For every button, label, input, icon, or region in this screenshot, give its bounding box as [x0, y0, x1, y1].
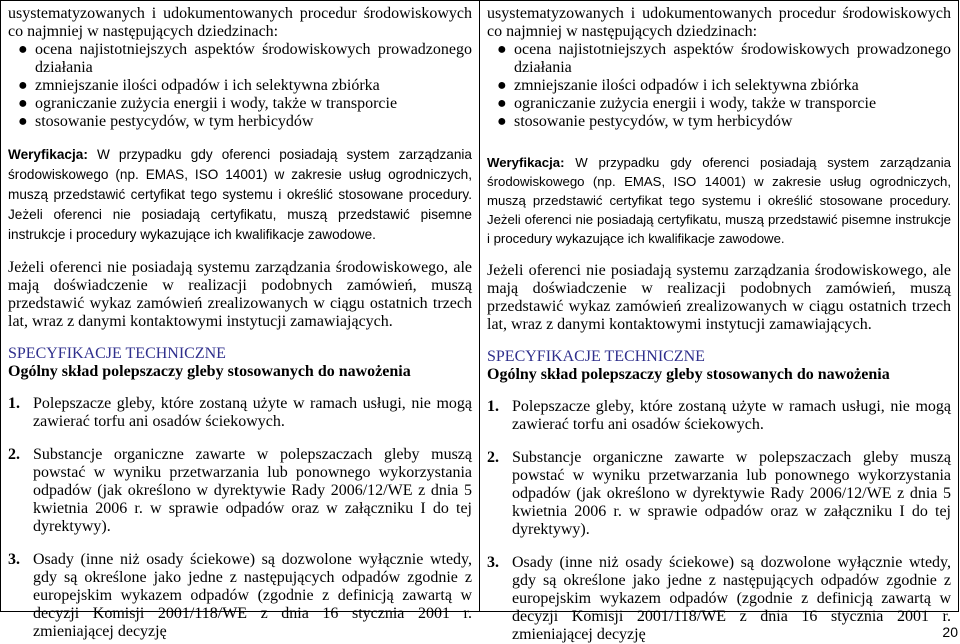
list-item: ● zmniejszanie ilości odpadów i ich selektywna zbiórka — [18, 77, 380, 94]
list-item: 2. Substancje organiczne zawarte w polepszaczach gleby muszą powstać w wyniku przetwarzania lub ponownego wykorzystania odpadów (jak określono w dyrektywie Rady 2006/12/WE z dnia 5 kwietnia 2006 r. w sprawie odpadów oraz w załączniku I do tej dyrektywy). — [8, 446, 472, 535]
list-item: 2. Substancje organiczne zawarte w polepszaczach gleby muszą powstać w wyniku przetwarzania lub ponownego wykorzystania odpadów (jak określono w dyrektywie Rady 2006/12/WE z dnia 5 kwietnia 2006 r. w sprawie odpadów oraz w załączniku I do tej dyrektywy). — [487, 449, 951, 538]
spec-heading: SPECYFIKACJE TECHNICZNE — [8, 345, 226, 362]
verification-text: W przypadku gdy oferenci posiadają system zarządzania środowiskowego (np. EMAS, ISO 14001) w zakresie usług ogrodniczych, muszą przedstawić certyfikat tego systemu i określić stosowane procedury. Jeżeli oferenci nie posiadają certyfikatu, muszą przedstawić pisemne instrukcje i procedury wykazujące ich kwalifikacje zawodowe. — [8, 147, 472, 242]
verification-paragraph — [8, 145, 472, 245]
bullet-icon: ● — [18, 41, 28, 58]
spec-subheading: Ogólny skład polepszaczy gleby stosowanych do nawożenia — [487, 366, 890, 383]
list-item: ● stosowanie pestycydów, w tym herbicydów — [497, 113, 793, 130]
list-item: ● ocena najistotniejszych aspektów środowiskowych prowadzonego działania — [18, 41, 472, 76]
spec-subheading: Ogólny skład polepszaczy gleby stosowanych do nawożenia — [8, 363, 411, 380]
verification-text: W przypadku gdy oferenci posiadają system zarządzania środowiskowego (np. EMAS, ISO 14001) w zakresie usług ogrodniczych, muszą przedstawić certyfikat tego systemu i określić stosowane procedury. Jeżeli oferenci nie posiadają certyfikatu, muszą przedstawić pisemne instrukcje i procedury wykazujące ich kwalifikacje zawodowe. — [487, 155, 951, 246]
bullet-icon: ● — [497, 95, 507, 112]
bullet-icon: ● — [18, 113, 28, 130]
intro-text: usystematyzowanych i udokumentowanych procedur środowiskowych co najmniej w następujących dziedzinach: — [487, 5, 951, 40]
list-item: ● ocena najistotniejszych aspektów środowiskowych prowadzonego działania — [497, 41, 951, 76]
spec-heading: SPECYFIKACJE TECHNICZNE — [487, 348, 705, 365]
bullet-icon: ● — [18, 77, 28, 94]
verification-label: Weryfikacja: — [8, 147, 88, 162]
numbered-list — [8, 395, 472, 641]
bullet-icon: ● — [497, 113, 507, 130]
right-column — [480, 1, 959, 643]
list-item: 1. Polepszacze gleby, które zostaną użyte w ramach usługi, nie mogą zawierać torfu ani osadów ściekowych. — [487, 398, 951, 433]
verification-label: Weryfikacja: — [487, 155, 565, 170]
list-item: 3. Osady (inne niż osady ściekowe) są dozwolone wyłącznie wtedy, gdy są określone jako jedne z następujących odpadów zgodnie z europejskim wykazem odpadów (zgodnie z definicją zawartą w decyzji Komisji 2001/118/WE z dnia 16 stycznia 2001 r. zmieniającej decyzję — [8, 551, 472, 640]
verification-paragraph — [487, 153, 951, 248]
numbered-list — [487, 398, 951, 644]
bullet-icon: ● — [497, 41, 507, 58]
list-item: ● stosowanie pestycydów, w tym herbicydów — [18, 113, 314, 130]
no-system-paragraph: Jeżeli oferenci nie posiadają systemu zarządzania środowiskowego, ale mają doświadczenie w realizacji podobnych zamówień, muszą przedstawić wykaz zamówień zrealizowanych w ciągu ostatnich trzech lat, wraz z danymi kontaktowymi instytucji zamawiających. — [487, 262, 951, 333]
list-item: 3. Osady (inne niż osady ściekowe) są dozwolone wyłącznie wtedy, gdy są określone jako jedne z następujących odpadów zgodnie z europejskim wykazem odpadów (zgodnie z definicją zawartą w decyzji Komisji 2001/118/WE z dnia 16 stycznia 2001 r. zmieniającej decyzję — [487, 554, 951, 643]
list-item: ● ograniczanie zużycia energii i wody, także w transporcie — [18, 95, 398, 112]
list-item: ● zmniejszanie ilości odpadów i ich selektywna zbiórka — [497, 77, 859, 94]
bullet-icon: ● — [497, 77, 507, 94]
bullet-list — [8, 41, 472, 131]
page-number: 20 — [942, 624, 958, 640]
list-item: 1. Polepszacze gleby, które zostaną użyte w ramach usługi, nie mogą zawierać torfu ani osadów ściekowych. — [8, 395, 472, 430]
list-item: ● ograniczanie zużycia energii i wody, także w transporcie — [497, 95, 877, 112]
bullet-icon: ● — [18, 95, 28, 112]
bullet-list — [487, 41, 951, 131]
left-column — [1, 1, 480, 640]
intro-text: usystematyzowanych i udokumentowanych procedur środowiskowych co najmniej w następujących dziedzinach: — [8, 5, 472, 40]
no-system-paragraph: Jeżeli oferenci nie posiadają systemu zarządzania środowiskowego, ale mają doświadczenie w realizacji podobnych zamówień, muszą przedstawić wykaz zamówień zrealizowanych w ciągu ostatnich trzech lat, wraz z danymi kontaktowymi instytucji zamawiających. — [8, 259, 472, 330]
